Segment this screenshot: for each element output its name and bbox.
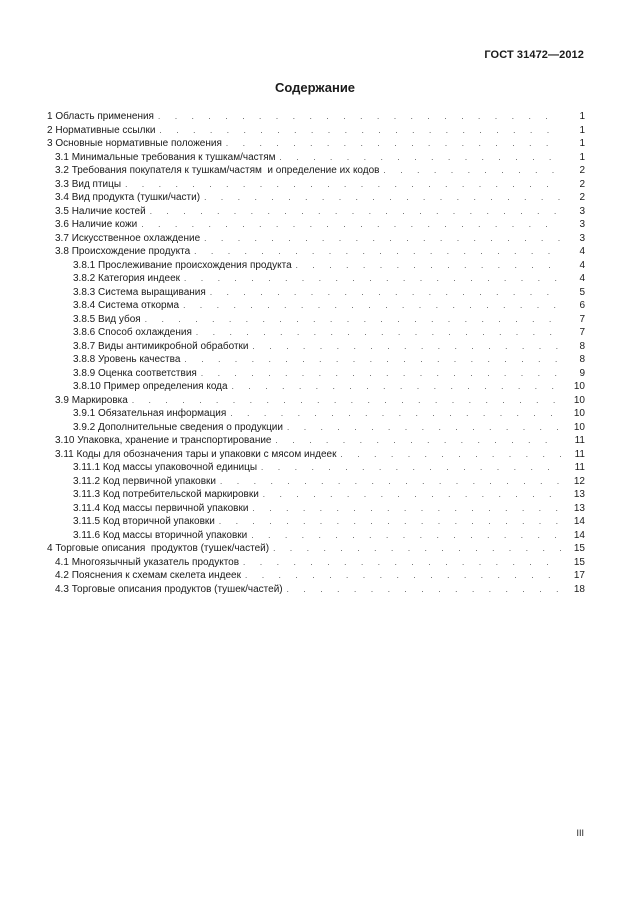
toc-entry[interactable] xyxy=(47,340,585,354)
toc-entry-page: 7 xyxy=(579,327,585,338)
toc-leader-dots xyxy=(251,529,561,543)
toc-leader-dots xyxy=(273,542,561,556)
toc-entry-page: 11 xyxy=(574,448,585,460)
page-number: III xyxy=(576,828,584,838)
toc-entry-number: 3.8.9 xyxy=(73,367,96,379)
toc-entry-page: 1 xyxy=(579,124,585,136)
toc-entry-title: Система выращивания xyxy=(98,286,206,298)
toc-entry[interactable] xyxy=(47,151,585,165)
toc-entry[interactable] xyxy=(47,367,585,381)
toc-leader-dots xyxy=(232,380,561,394)
toc-leader-dots xyxy=(276,434,562,448)
toc-entry[interactable] xyxy=(47,502,585,516)
toc-entry-number: 3.9.2 xyxy=(73,421,96,433)
toc-entry[interactable] xyxy=(47,191,585,205)
toc-entry-number: 3.8.8 xyxy=(73,354,96,365)
toc-entry[interactable] xyxy=(47,407,585,421)
toc-entry-title: Наличие кожи xyxy=(71,219,138,230)
toc-entry[interactable] xyxy=(47,353,585,367)
toc-entry-number: 4.1 xyxy=(55,556,69,568)
toc-entry-number: 3.8.10 xyxy=(73,381,101,392)
toc-entry-page: 3 xyxy=(579,232,585,244)
toc-entry-label xyxy=(73,488,263,502)
toc-entry-title: Упаковка, хранение и транспортирование xyxy=(77,435,272,446)
toc-entry-number: 3.2 xyxy=(55,165,69,176)
toc-entry-number: 3.6 xyxy=(55,219,69,230)
toc-entry-page: 2 xyxy=(579,165,585,176)
toc-entry[interactable] xyxy=(47,421,585,435)
toc-entry-title: Категория индеек xyxy=(98,273,180,284)
toc-entry-title: Виды антимикробной обработки xyxy=(98,340,249,352)
toc-entry-number: 3.11.4 xyxy=(73,502,101,514)
toc-leader-dots xyxy=(263,488,561,502)
toc-entry-title: Вид птицы xyxy=(71,178,122,190)
toc-leader-dots xyxy=(220,475,561,489)
toc-entry-page: 7 xyxy=(579,313,585,325)
toc-entry[interactable] xyxy=(47,110,585,124)
toc-entry-number: 4 xyxy=(47,543,53,554)
toc-entry-number: 3.4 xyxy=(55,192,69,203)
toc-entry-title: Вид продукта (тушки/части) xyxy=(71,192,201,203)
toc-entry-page: 13 xyxy=(573,489,585,500)
toc-leader-dots xyxy=(141,218,561,232)
toc-entry[interactable] xyxy=(47,164,585,178)
toc-entry-page: 4 xyxy=(579,259,585,271)
toc-entry-label xyxy=(73,299,183,313)
toc-entry-title: Вид убоя xyxy=(98,313,141,325)
toc-entry-label xyxy=(55,583,287,597)
toc-entry-page: 5 xyxy=(579,286,585,298)
toc-entry-page: 12 xyxy=(573,475,585,487)
toc-entry-page: 17 xyxy=(573,570,585,581)
toc-entry-title: Код потребительской маркировки xyxy=(102,489,259,500)
toc-entry-title: Основные нормативные положения xyxy=(55,138,222,149)
toc-leader-dots xyxy=(210,286,561,300)
toc-leader-dots xyxy=(287,583,561,597)
toc-entry-title: Торговые описания продуктов (тушек/частей) xyxy=(71,583,283,595)
toc-entry-label xyxy=(73,340,253,354)
toc-entry[interactable] xyxy=(47,583,585,597)
toc-leader-dots xyxy=(226,137,561,151)
toc-leader-dots xyxy=(296,259,561,273)
toc-entry-label xyxy=(47,110,158,124)
toc-entry-title: Торговые описания продуктов (тушек/частей) xyxy=(55,543,270,554)
toc-entry-page: 9 xyxy=(579,367,585,379)
toc-entry-label xyxy=(55,556,243,570)
toc-entry-title: Происхождение продукта xyxy=(71,246,191,257)
toc-entry[interactable] xyxy=(47,529,585,543)
toc-entry-label xyxy=(55,164,383,178)
toc-entry[interactable] xyxy=(47,218,585,232)
toc-entry-label xyxy=(55,178,125,192)
toc-leader-dots xyxy=(158,110,561,124)
toc-entry-number: 3.8.6 xyxy=(73,327,96,338)
toc-entry-label xyxy=(73,353,184,367)
toc-entry-label xyxy=(73,475,220,489)
toc-entry-number: 3.7 xyxy=(55,232,69,244)
toc-entry-page: 3 xyxy=(579,205,585,217)
toc-entry-label xyxy=(55,245,194,259)
toc-entry-number: 3.11.3 xyxy=(73,489,101,500)
toc-entry-number: 4.2 xyxy=(55,570,69,581)
toc-entry-label xyxy=(47,542,273,556)
toc-entry-number: 3.8.5 xyxy=(73,313,96,325)
toc-entry-page: 10 xyxy=(573,408,585,419)
toc-entry-page: 3 xyxy=(579,219,585,230)
toc-entry-title: Нормативные ссылки xyxy=(55,124,156,136)
toc-entry-title: Уровень качества xyxy=(98,354,181,365)
toc-entry-page: 11 xyxy=(574,435,585,446)
toc-entry-number: 3.1 xyxy=(55,151,69,163)
toc-entry-label xyxy=(73,259,296,273)
toc-entry-label xyxy=(55,448,340,462)
toc-entry-page: 15 xyxy=(573,556,585,568)
toc-entry-title: Дополнительные сведения о продукции xyxy=(98,421,283,433)
toc-entry-label xyxy=(55,569,245,583)
toc-entry[interactable] xyxy=(47,259,585,273)
toc-entry-title: Область применения xyxy=(55,111,154,122)
toc-entry[interactable] xyxy=(47,137,585,151)
table-of-contents xyxy=(47,110,585,596)
toc-entry-title: Коды для обозначения тары и упаковки с мясом индеек xyxy=(76,448,337,460)
toc-entry-number: 3.11.6 xyxy=(73,529,101,541)
toc-entry-label xyxy=(55,205,150,219)
toc-entry[interactable] xyxy=(47,394,585,408)
toc-entry-label xyxy=(73,515,219,529)
toc-entry-label xyxy=(73,407,230,421)
toc-entry-page: 10 xyxy=(573,394,585,406)
toc-leader-dots xyxy=(204,191,561,205)
toc-entry-number: 3.8.2 xyxy=(73,273,96,284)
toc-leader-dots xyxy=(383,164,561,178)
toc-entry-page: 1 xyxy=(579,111,585,122)
toc-entry-label xyxy=(55,151,280,165)
toc-entry-number: 3.10 xyxy=(55,435,75,446)
page-title: Содержание xyxy=(274,80,356,95)
toc-entry-page: 1 xyxy=(579,151,585,163)
toc-entry-page: 4 xyxy=(579,246,585,257)
toc-entry-title: Код вторичной упаковки xyxy=(102,516,215,527)
toc-entry-label xyxy=(73,502,252,516)
toc-leader-dots xyxy=(261,461,561,475)
toc-leader-dots xyxy=(150,205,561,219)
toc-entry-label xyxy=(47,124,159,138)
toc-entry-title: Искусственное охлаждение xyxy=(71,232,201,244)
toc-entry-page: 13 xyxy=(573,502,585,514)
toc-entry-title: Способ охлаждения xyxy=(98,327,192,338)
toc-entry-page: 2 xyxy=(579,178,585,190)
toc-entry-number: 3.8.3 xyxy=(73,286,96,298)
toc-entry-number: 2 xyxy=(47,124,53,136)
toc-entry[interactable] xyxy=(47,326,585,340)
toc-entry-number: 3.8.1 xyxy=(73,259,96,271)
toc-entry[interactable] xyxy=(47,232,585,246)
toc-entry-title: Код массы вторичной упаковки xyxy=(102,529,248,541)
toc-entry[interactable] xyxy=(47,380,585,394)
toc-leader-dots xyxy=(230,407,561,421)
toc-entry-page: 11 xyxy=(574,462,585,473)
toc-entry-page: 4 xyxy=(579,273,585,284)
toc-entry-page: 8 xyxy=(579,340,585,352)
toc-entry-number: 3.8.4 xyxy=(73,300,96,311)
toc-entry-label xyxy=(73,272,184,286)
toc-entry-page: 18 xyxy=(573,583,585,595)
toc-entry-number: 3.3 xyxy=(55,178,69,190)
toc-entry-label xyxy=(55,232,204,246)
toc-leader-dots xyxy=(201,367,561,381)
toc-entry-number: 3.5 xyxy=(55,205,69,217)
toc-leader-dots xyxy=(184,272,561,286)
toc-entry-title: Оценка соответствия xyxy=(98,367,197,379)
toc-entry[interactable] xyxy=(47,569,585,583)
toc-entry-label xyxy=(55,394,132,408)
toc-entry-page: 1 xyxy=(579,138,585,149)
toc-entry-page: 8 xyxy=(579,354,585,365)
toc-leader-dots xyxy=(194,245,561,259)
toc-entry-page: 2 xyxy=(579,192,585,203)
toc-entry-title: Система откорма xyxy=(98,300,180,311)
toc-entry-number: 3.11 xyxy=(55,448,74,460)
toc-entry-title: Обязательная информация xyxy=(98,408,227,419)
toc-entry[interactable] xyxy=(47,488,585,502)
toc-leader-dots xyxy=(340,448,561,462)
toc-entry-label xyxy=(73,529,251,543)
toc-entry[interactable] xyxy=(47,178,585,192)
toc-leader-dots xyxy=(253,340,562,354)
toc-entry[interactable] xyxy=(47,205,585,219)
toc-entry-title: Пример определения кода xyxy=(103,381,228,392)
toc-entry-title: Пояснения к схемам скелета индеек xyxy=(71,570,241,581)
toc-entry[interactable] xyxy=(47,556,585,570)
toc-entry-title: Маркировка xyxy=(71,394,128,406)
toc-entry-number: 3.9 xyxy=(55,394,69,406)
toc-leader-dots xyxy=(125,178,561,192)
toc-entry-title: Код первичной упаковки xyxy=(102,475,217,487)
toc-entry-page: 6 xyxy=(579,300,585,311)
toc-entry-label xyxy=(73,421,287,435)
toc-leader-dots xyxy=(196,326,561,340)
toc-entry-number: 3 xyxy=(47,138,53,149)
toc-entry-title: Минимальные требования к тушкам/частям xyxy=(71,151,276,163)
toc-entry-label xyxy=(47,137,226,151)
toc-entry[interactable] xyxy=(47,286,585,300)
toc-entry[interactable] xyxy=(47,434,585,448)
toc-entry-number: 4.3 xyxy=(55,583,69,595)
toc-entry-label xyxy=(55,434,276,448)
toc-leader-dots xyxy=(132,394,561,408)
toc-entry-page: 10 xyxy=(573,381,585,392)
toc-leader-dots xyxy=(219,515,561,529)
toc-entry-number: 3.9.1 xyxy=(73,408,96,419)
toc-entry-page: 14 xyxy=(573,529,585,541)
toc-leader-dots xyxy=(252,502,561,516)
toc-leader-dots xyxy=(184,353,561,367)
toc-leader-dots xyxy=(159,124,561,138)
toc-entry-label xyxy=(55,218,141,232)
toc-entry-label xyxy=(73,380,232,394)
toc-entry[interactable] xyxy=(47,272,585,286)
toc-entry-title: Код массы упаковочной единицы xyxy=(102,462,258,473)
toc-leader-dots xyxy=(245,569,561,583)
toc-entry-title: Прослеживание происхождения продукта xyxy=(98,259,292,271)
toc-entry[interactable] xyxy=(47,448,585,462)
toc-entry[interactable] xyxy=(47,124,585,138)
toc-entry-label xyxy=(73,286,210,300)
toc-entry-title: Требования покупателя к тушкам/частям и определение их кодов xyxy=(71,165,380,176)
toc-entry-number: 3.11.1 xyxy=(73,462,101,473)
toc-entry-number: 3.8 xyxy=(55,246,69,257)
toc-leader-dots xyxy=(280,151,561,165)
toc-entry-page: 14 xyxy=(573,516,585,527)
toc-entry[interactable] xyxy=(47,245,585,259)
toc-entry-label xyxy=(73,367,201,381)
toc-entry-number: 1 xyxy=(47,111,53,122)
toc-entry-number: 3.11.5 xyxy=(73,516,101,527)
toc-entry-label xyxy=(73,326,196,340)
toc-leader-dots xyxy=(287,421,561,435)
toc-entry-label xyxy=(55,191,204,205)
standard-designation: ГОСТ 31472—2012 xyxy=(484,49,584,61)
toc-entry[interactable] xyxy=(47,299,585,313)
toc-entry-number: 3.8.7 xyxy=(73,340,96,352)
toc-leader-dots xyxy=(183,299,561,313)
toc-entry-title: Код массы первичной упаковки xyxy=(102,502,249,514)
toc-entry-title: Многоязычный указатель продуктов xyxy=(71,556,240,568)
toc-entry[interactable] xyxy=(47,475,585,489)
toc-leader-dots xyxy=(204,232,561,246)
toc-entry[interactable] xyxy=(47,313,585,327)
toc-entry[interactable] xyxy=(47,461,585,475)
toc-leader-dots xyxy=(145,313,561,327)
toc-entry-label xyxy=(73,461,261,475)
toc-entry-title: Наличие костей xyxy=(71,205,146,217)
toc-entry-page: 15 xyxy=(573,543,585,554)
toc-entry-label xyxy=(73,313,145,327)
toc-leader-dots xyxy=(243,556,561,570)
toc-entry-page: 10 xyxy=(573,421,585,433)
toc-entry[interactable] xyxy=(47,542,585,556)
toc-entry-number: 3.11.2 xyxy=(73,475,101,487)
toc-entry[interactable] xyxy=(47,515,585,529)
